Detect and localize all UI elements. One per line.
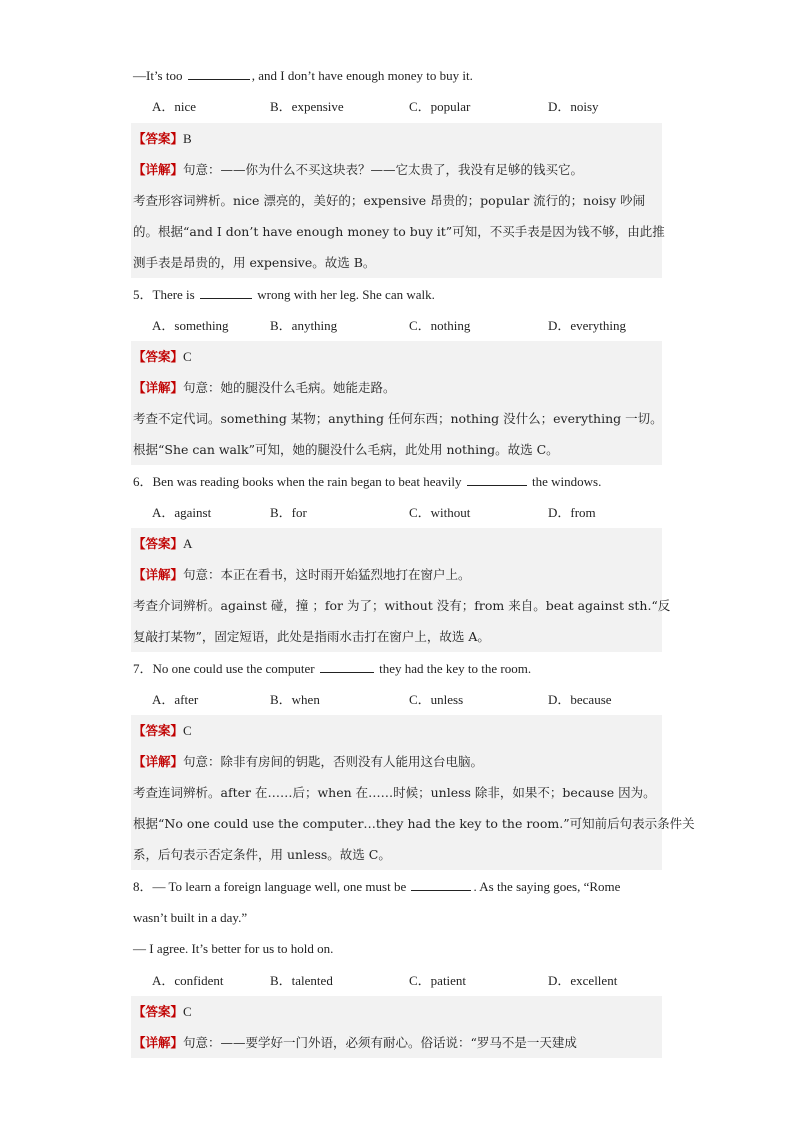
option-c: C．unless [409, 692, 464, 707]
option-d: D．noisy [548, 99, 599, 114]
option-a: A．against [152, 505, 212, 520]
option-c: C．nothing [409, 318, 471, 333]
option-c: C．patient [409, 973, 467, 988]
explain-text: 句意：除非有房间的钥匙，否则没有人能用这台电脑。 [183, 754, 484, 769]
answer-value: B [183, 131, 192, 146]
answer-tag: 【答案】 [133, 723, 184, 738]
answer-tag: 【答案】 [133, 131, 184, 146]
explain-line: 根据“She can walk”可知，她的腿没什么毛病，此处用 nothing。故选 C。 [133, 442, 559, 457]
option-b: B．when [270, 692, 320, 707]
option-a: A．something [152, 318, 229, 333]
explain-line [133, 559, 663, 590]
question-stem [133, 60, 663, 91]
explain-line: 考查形容词辨析。nice 漂亮的，美好的；expensive 昂贵的；popular 流行的；noisy 吵闹 [133, 193, 646, 208]
stem-text: 8．— To learn a foreign language well, one must be [133, 879, 410, 894]
answer-blank [467, 473, 527, 486]
explain-line [133, 154, 663, 185]
answer-blank [411, 878, 471, 891]
answer-value: C [183, 723, 192, 738]
options-row [133, 497, 663, 528]
question-stem [133, 653, 663, 684]
explain-tag: 【详解】 [133, 754, 184, 769]
answer-tag: 【答案】 [133, 1004, 184, 1019]
option-b: B．expensive [270, 99, 344, 114]
explain-line: 系，后句表示否定条件，用 unless。故选 C。 [133, 847, 391, 862]
answer-value: A [183, 536, 193, 551]
explain-tag: 【详解】 [133, 1035, 184, 1050]
explain-text: 句意：她的腿没什么毛病。她能走路。 [183, 380, 396, 395]
explain-line: 根据“No one could use the computer…they had the key to the room.”可知前后句表示条件关 [133, 816, 695, 831]
question-stem [133, 871, 663, 902]
answer-line [133, 341, 663, 372]
explain-line: 考查连词辨析。after 在……后；when 在……时候；unless 除非，如果不；because 因为。 [133, 785, 656, 800]
option-c: C．without [409, 505, 471, 520]
explain-text: 句意：——要学好一门外语，必须有耐心。俗话说：“罗马不是一天建成 [183, 1035, 577, 1050]
stem-text: wrong with her leg. She can walk. [253, 287, 435, 302]
option-c: C．popular [409, 99, 471, 114]
question-stem-cont: wasn’t built in a day.” [133, 910, 248, 925]
answer-line [133, 528, 663, 559]
options-row [133, 310, 663, 341]
answer-blank [320, 660, 374, 673]
option-d: D．excellent [548, 973, 618, 988]
stem-text: 5．There is [133, 287, 198, 302]
explain-tag: 【详解】 [133, 567, 184, 582]
explain-text: 句意：本正在看书，这时雨开始猛烈地打在窗户上。 [183, 567, 471, 582]
explain-line: 的。根据“and I don’t have enough money to buy it”可知，不买手表是因为钱不够，由此推 [133, 224, 665, 239]
options-row [133, 684, 663, 715]
stem-text: 7．No one could use the computer [133, 661, 318, 676]
explain-text: 句意：——你为什么不买这块表？——它太贵了，我没有足够的钱买它。 [183, 162, 584, 177]
option-a: A．after [152, 692, 199, 707]
stem-text: they had the key to the room. [375, 661, 532, 676]
option-a: A．confident [152, 973, 224, 988]
option-d: D．from [548, 505, 596, 520]
option-d: D．because [548, 692, 612, 707]
answer-blank [188, 67, 250, 80]
explain-line [133, 1027, 663, 1058]
stem-text: the windows. [528, 474, 602, 489]
options-row [133, 965, 663, 996]
answer-value: C [183, 1004, 192, 1019]
explain-line: 考查介词辨析。against 碰，撞 ；for 为了；without 没有；from 来自。beat against sth.“反 [133, 598, 671, 613]
answer-line [133, 715, 663, 746]
question-reply: — I agree. It’s better for us to hold on. [133, 941, 334, 956]
question-stem [133, 466, 663, 497]
explain-line [133, 372, 663, 403]
explain-line: 测手表是昂贵的，用 expensive。故选 B。 [133, 255, 376, 270]
explain-tag: 【详解】 [133, 162, 184, 177]
stem-text: 6．Ben was reading books when the rain began to beat heavily [133, 474, 465, 489]
answer-value: C [183, 349, 192, 364]
explain-line: 考查不定代词。something 某物；anything 任何东西；nothing 没什么；everything 一切。 [133, 411, 663, 426]
explain-line [133, 746, 663, 777]
question-stem [133, 279, 663, 310]
answer-tag: 【答案】 [133, 349, 184, 364]
stem-text: , and I don’t have enough money to buy it. [251, 68, 473, 83]
option-b: B．talented [270, 973, 333, 988]
stem-text: —It’s too [133, 68, 186, 83]
stem-text: . As the saying goes, “Rome [473, 879, 621, 894]
option-a: A．nice [152, 99, 197, 114]
option-d: D．everything [548, 318, 626, 333]
options-row [133, 91, 663, 122]
answer-blank [200, 286, 252, 299]
answer-line [133, 996, 663, 1027]
answer-line [133, 123, 663, 154]
answer-tag: 【答案】 [133, 536, 184, 551]
explain-line: 复敲打某物”，固定短语，此处是指雨水击打在窗户上，故选 A。 [133, 629, 490, 644]
explain-tag: 【详解】 [133, 380, 184, 395]
option-b: B．for [270, 505, 307, 520]
option-b: B．anything [270, 318, 338, 333]
